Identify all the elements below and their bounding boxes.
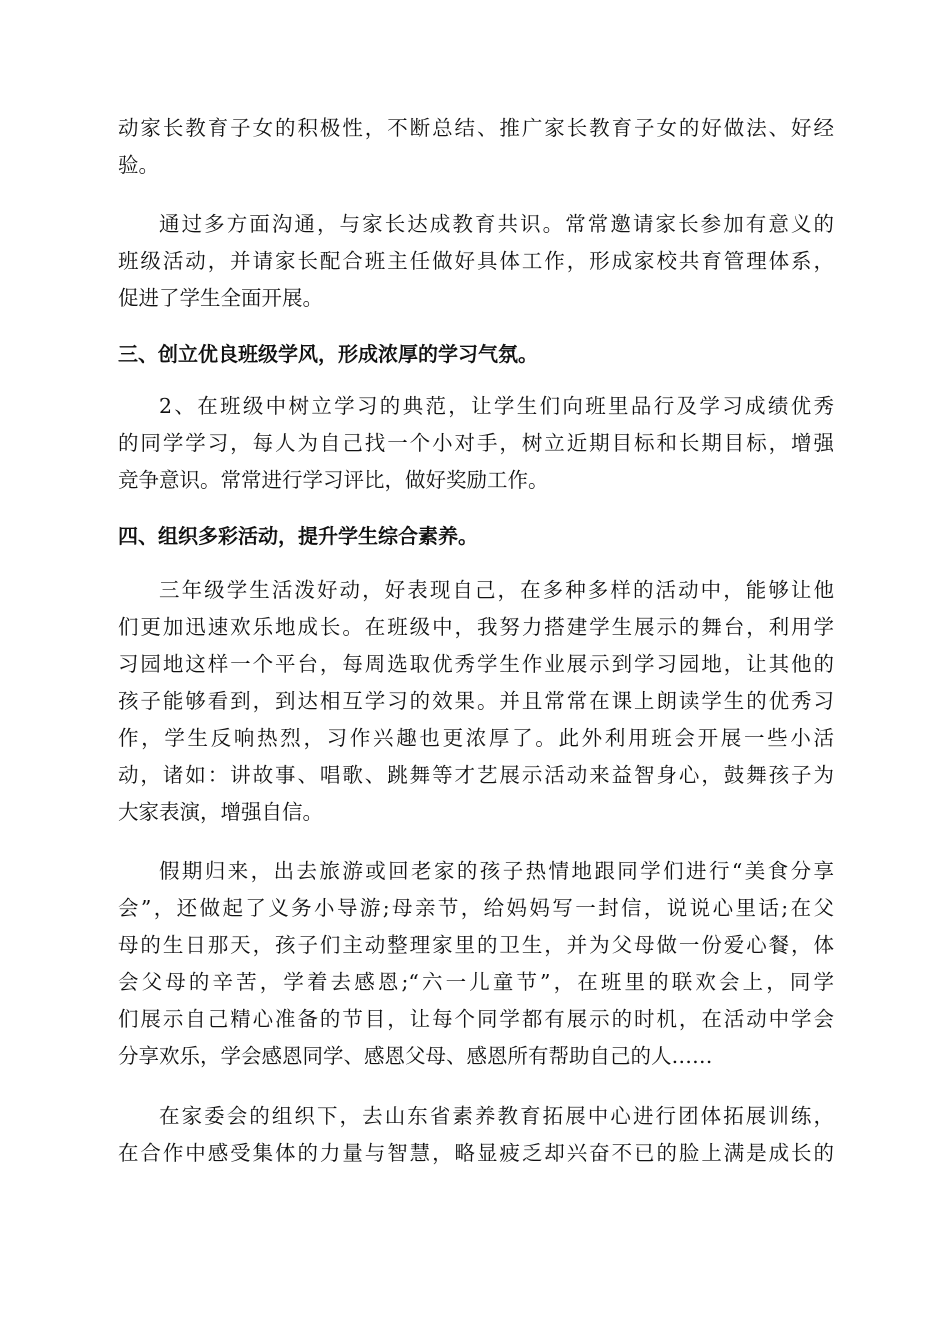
text-line: 会父母的辛苦，学着去感恩;“六一儿童节”，在班里的联欢会上，同学: [118, 970, 834, 994]
text-line: 促进了学生全面开展。: [118, 286, 323, 310]
text-line: 的同学学习，每人为自己找一个小对手，树立近期目标和长期目标，增强: [118, 431, 834, 455]
text-line: 分享欢乐，学会感恩同学、感恩父母、感恩所有帮助自己的人……: [118, 1044, 713, 1068]
text-line: 在合作中感受集体的力量与智慧，略显疲乏却兴奋不已的脸上满是成长的: [118, 1141, 834, 1165]
paragraph-parent-committee: [118, 1098, 834, 1172]
text-line: 动，诸如：讲故事、唱歌、跳舞等才艺展示活动来益智身心，鼓舞孩子为: [118, 763, 834, 787]
text-line: 验。: [118, 153, 159, 177]
text-line: 竞争意识。常常进行学习评比，做好奖励工作。: [118, 468, 549, 492]
paragraph-grade-three: [118, 572, 834, 831]
text-line: 大家表演，增强自信。: [118, 800, 323, 824]
text-line: 假期归来，出去旅游或回老家的孩子热情地跟同学们进行“美食分享: [159, 859, 834, 883]
text-line: 2、在班级中树立学习的典范，让学生们向班里品行及学习成绩优秀: [159, 394, 834, 418]
paragraph-holiday: [118, 853, 834, 1075]
section-heading-activities: 四、组织多彩活动，提升学生综合素养。: [118, 524, 478, 548]
text-line: 三年级学生活泼好动，好表现自己，在多种多样的活动中，能够让他: [159, 578, 834, 602]
text-line: 班级活动，并请家长配合班主任做好具体工作，形成家校共育管理体系，: [118, 249, 834, 273]
text-line: 动家长教育子女的积极性，不断总结、推广家长教育子女的好做法、好经: [118, 116, 834, 140]
paragraph-study-model: [118, 388, 834, 499]
text-line: 们更加迅速欢乐地成长。在班级中，我努力搭建学生展示的舞台，利用学: [118, 615, 834, 639]
paragraph-communication: [118, 206, 834, 317]
text-line: 孩子能够看到，到达相互学习的效果。并且常常在课上朗读学生的优秀习: [118, 689, 834, 713]
text-line: 作，学生反响热烈，习作兴趣也更浓厚了。此外利用班会开展一些小活: [118, 726, 834, 750]
text-line: 们展示自己精心准备的节目，让每个同学都有展示的时机，在活动中学会: [118, 1007, 834, 1031]
text-line: 母的生日那天，孩子们主动整理家里的卫生，并为父母做一份爱心餐，体: [118, 933, 834, 957]
text-line: 在家委会的组织下，去山东省素养教育拓展中心进行团体拓展训练，: [159, 1104, 834, 1128]
text-line: 通过多方面沟通，与家长达成教育共识。常常邀请家长参加有意义的: [159, 212, 834, 236]
section-heading-study-style: 三、创立优良班级学风，形成浓厚的学习气氛。: [118, 342, 538, 366]
text-line: 习园地这样一个平台，每周选取优秀学生作业展示到学习园地，让其他的: [118, 652, 834, 676]
paragraph-parent-education: [118, 110, 834, 184]
text-line: 会”，还做起了义务小导游;母亲节，给妈妈写一封信，说说心里话;在父: [118, 896, 834, 920]
